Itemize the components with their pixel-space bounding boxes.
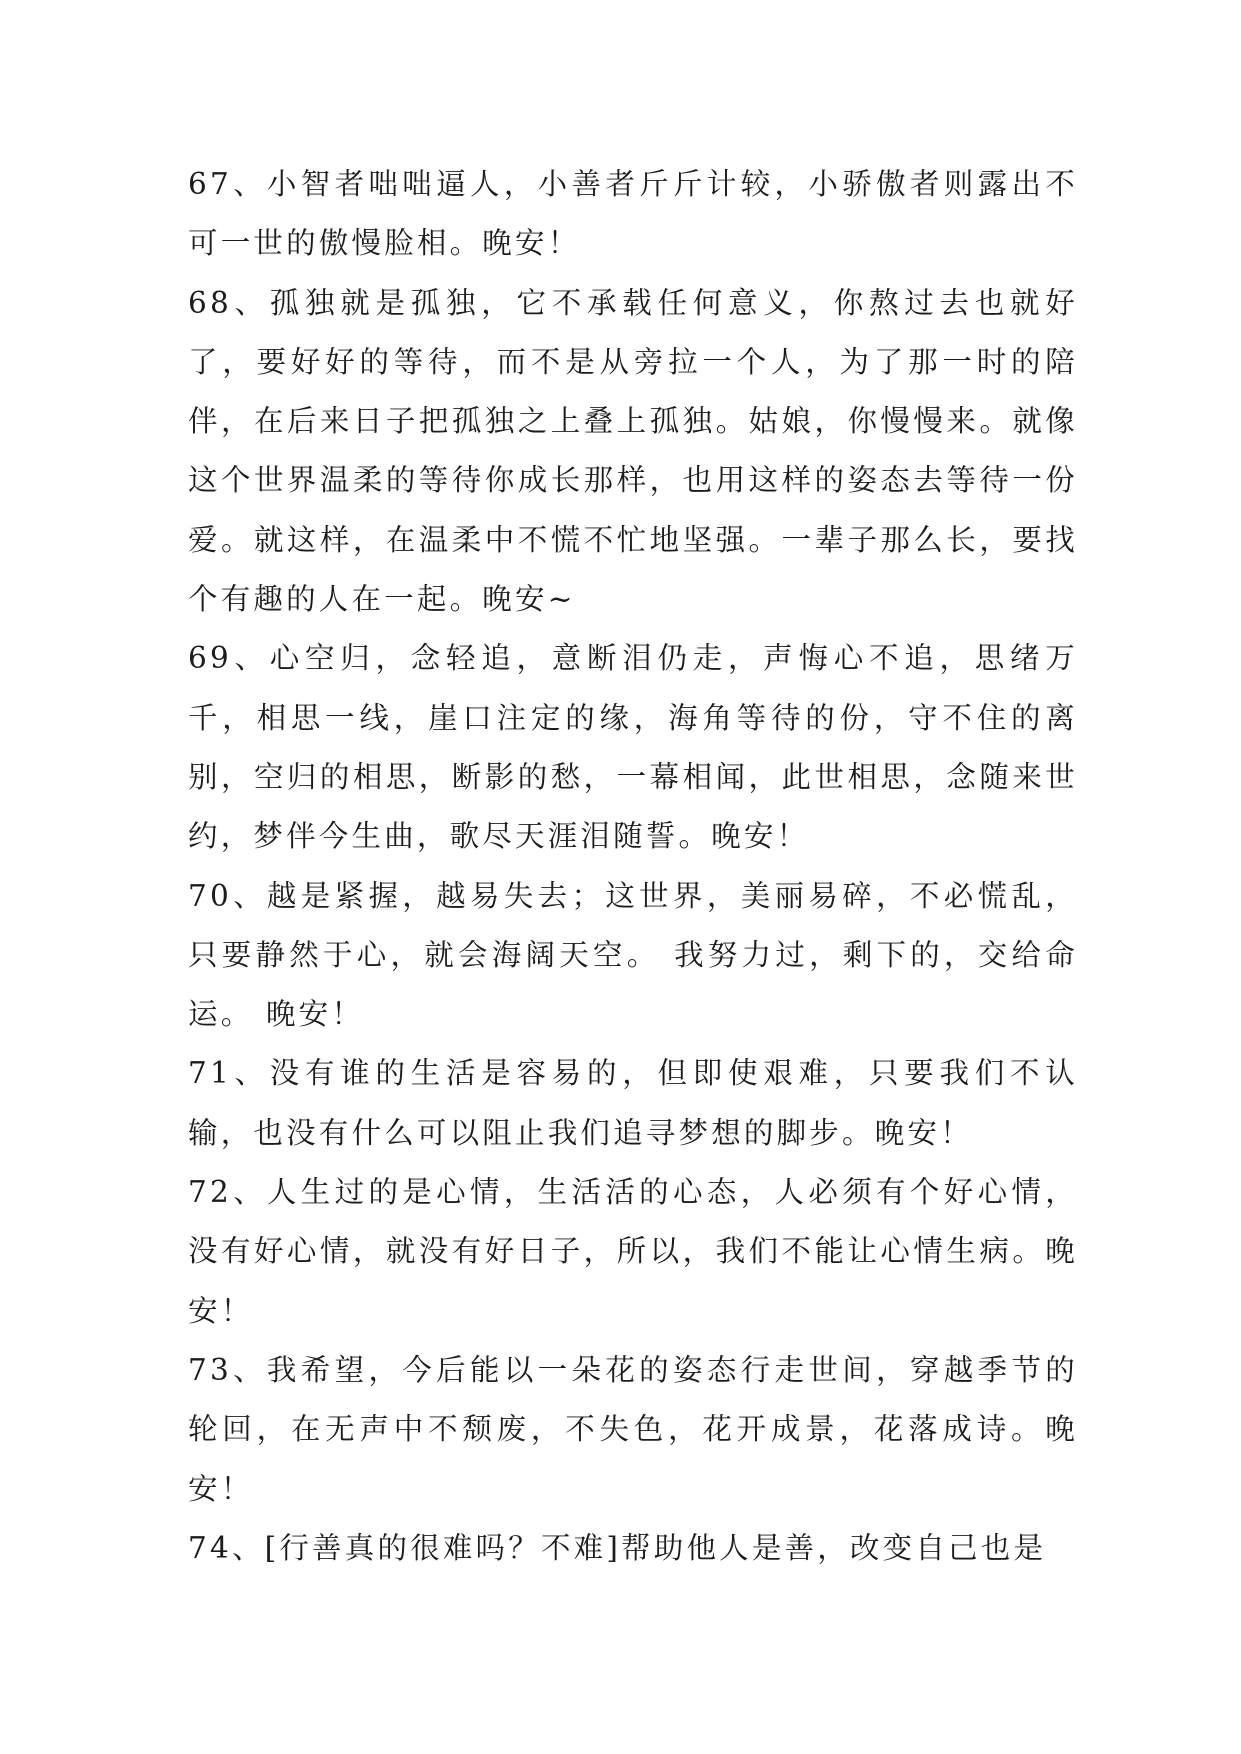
paragraph-74: 74、[行善真的很难吗？不难]帮助他人是善，改变自己也是: [188, 1530, 1047, 1565]
paragraph-73: 73、我希望，今后能以一朵花的姿态行走世间，穿越季节的轮回，在无声中不颓废，不失色，花开成景，花落成诗。晚安！: [188, 1352, 1078, 1506]
paragraph-67: 67、小智者咄咄逼人，小善者斤斤计较，小骄傲者则露出不可一世的傲慢脸相。晚安！: [188, 167, 1078, 261]
paragraph-72: 72、人生过的是心情，生活活的心态，人必须有个好心情，没有好心情，就没有好日子，所以，我们不能让心情生病。晚安！: [188, 1175, 1078, 1328]
paragraph-68: 68、孤独就是孤独，它不承载任何意义，你熬过去也就好了，要好好的等待，而不是从旁拉一个人，为了那一时的陪伴，在后来日子把孤独之上叠上孤独。姑娘，你慢慢来。就像这个世界温柔的等待你成长那样，也用这样的姿态去等待一份爱。就这样，在温柔中不慌不忙地坚强。一辈子那么长，要找个有趣的人在一起。晚安~: [188, 285, 1078, 617]
paragraph-71: 71、没有谁的生活是容易的，但即使艰难，只要我们不认输，也没有什么可以阻止我们追寻梦想的脚步。晚安！: [188, 1056, 1078, 1150]
paragraph-70: 70、越是紧握，越易失去；这世界，美丽易碎，不必慌乱，只要静然于心，就会海阔天空。 我努力过，剩下的，交给命运。 晚安！: [188, 878, 1078, 1032]
paragraph-69: 69、心空归，念轻追，意断泪仍走，声悔心不追，思绪万千，相思一线，崖口注定的缘，海角等待的份，守不住的离别，空归的相思，断影的愁，一幕相闻，此世相思，念随来世约，梦伴今生曲，歌尽天涯泪随誓。晚安！: [188, 641, 1078, 854]
document-body: [188, 155, 1078, 1578]
